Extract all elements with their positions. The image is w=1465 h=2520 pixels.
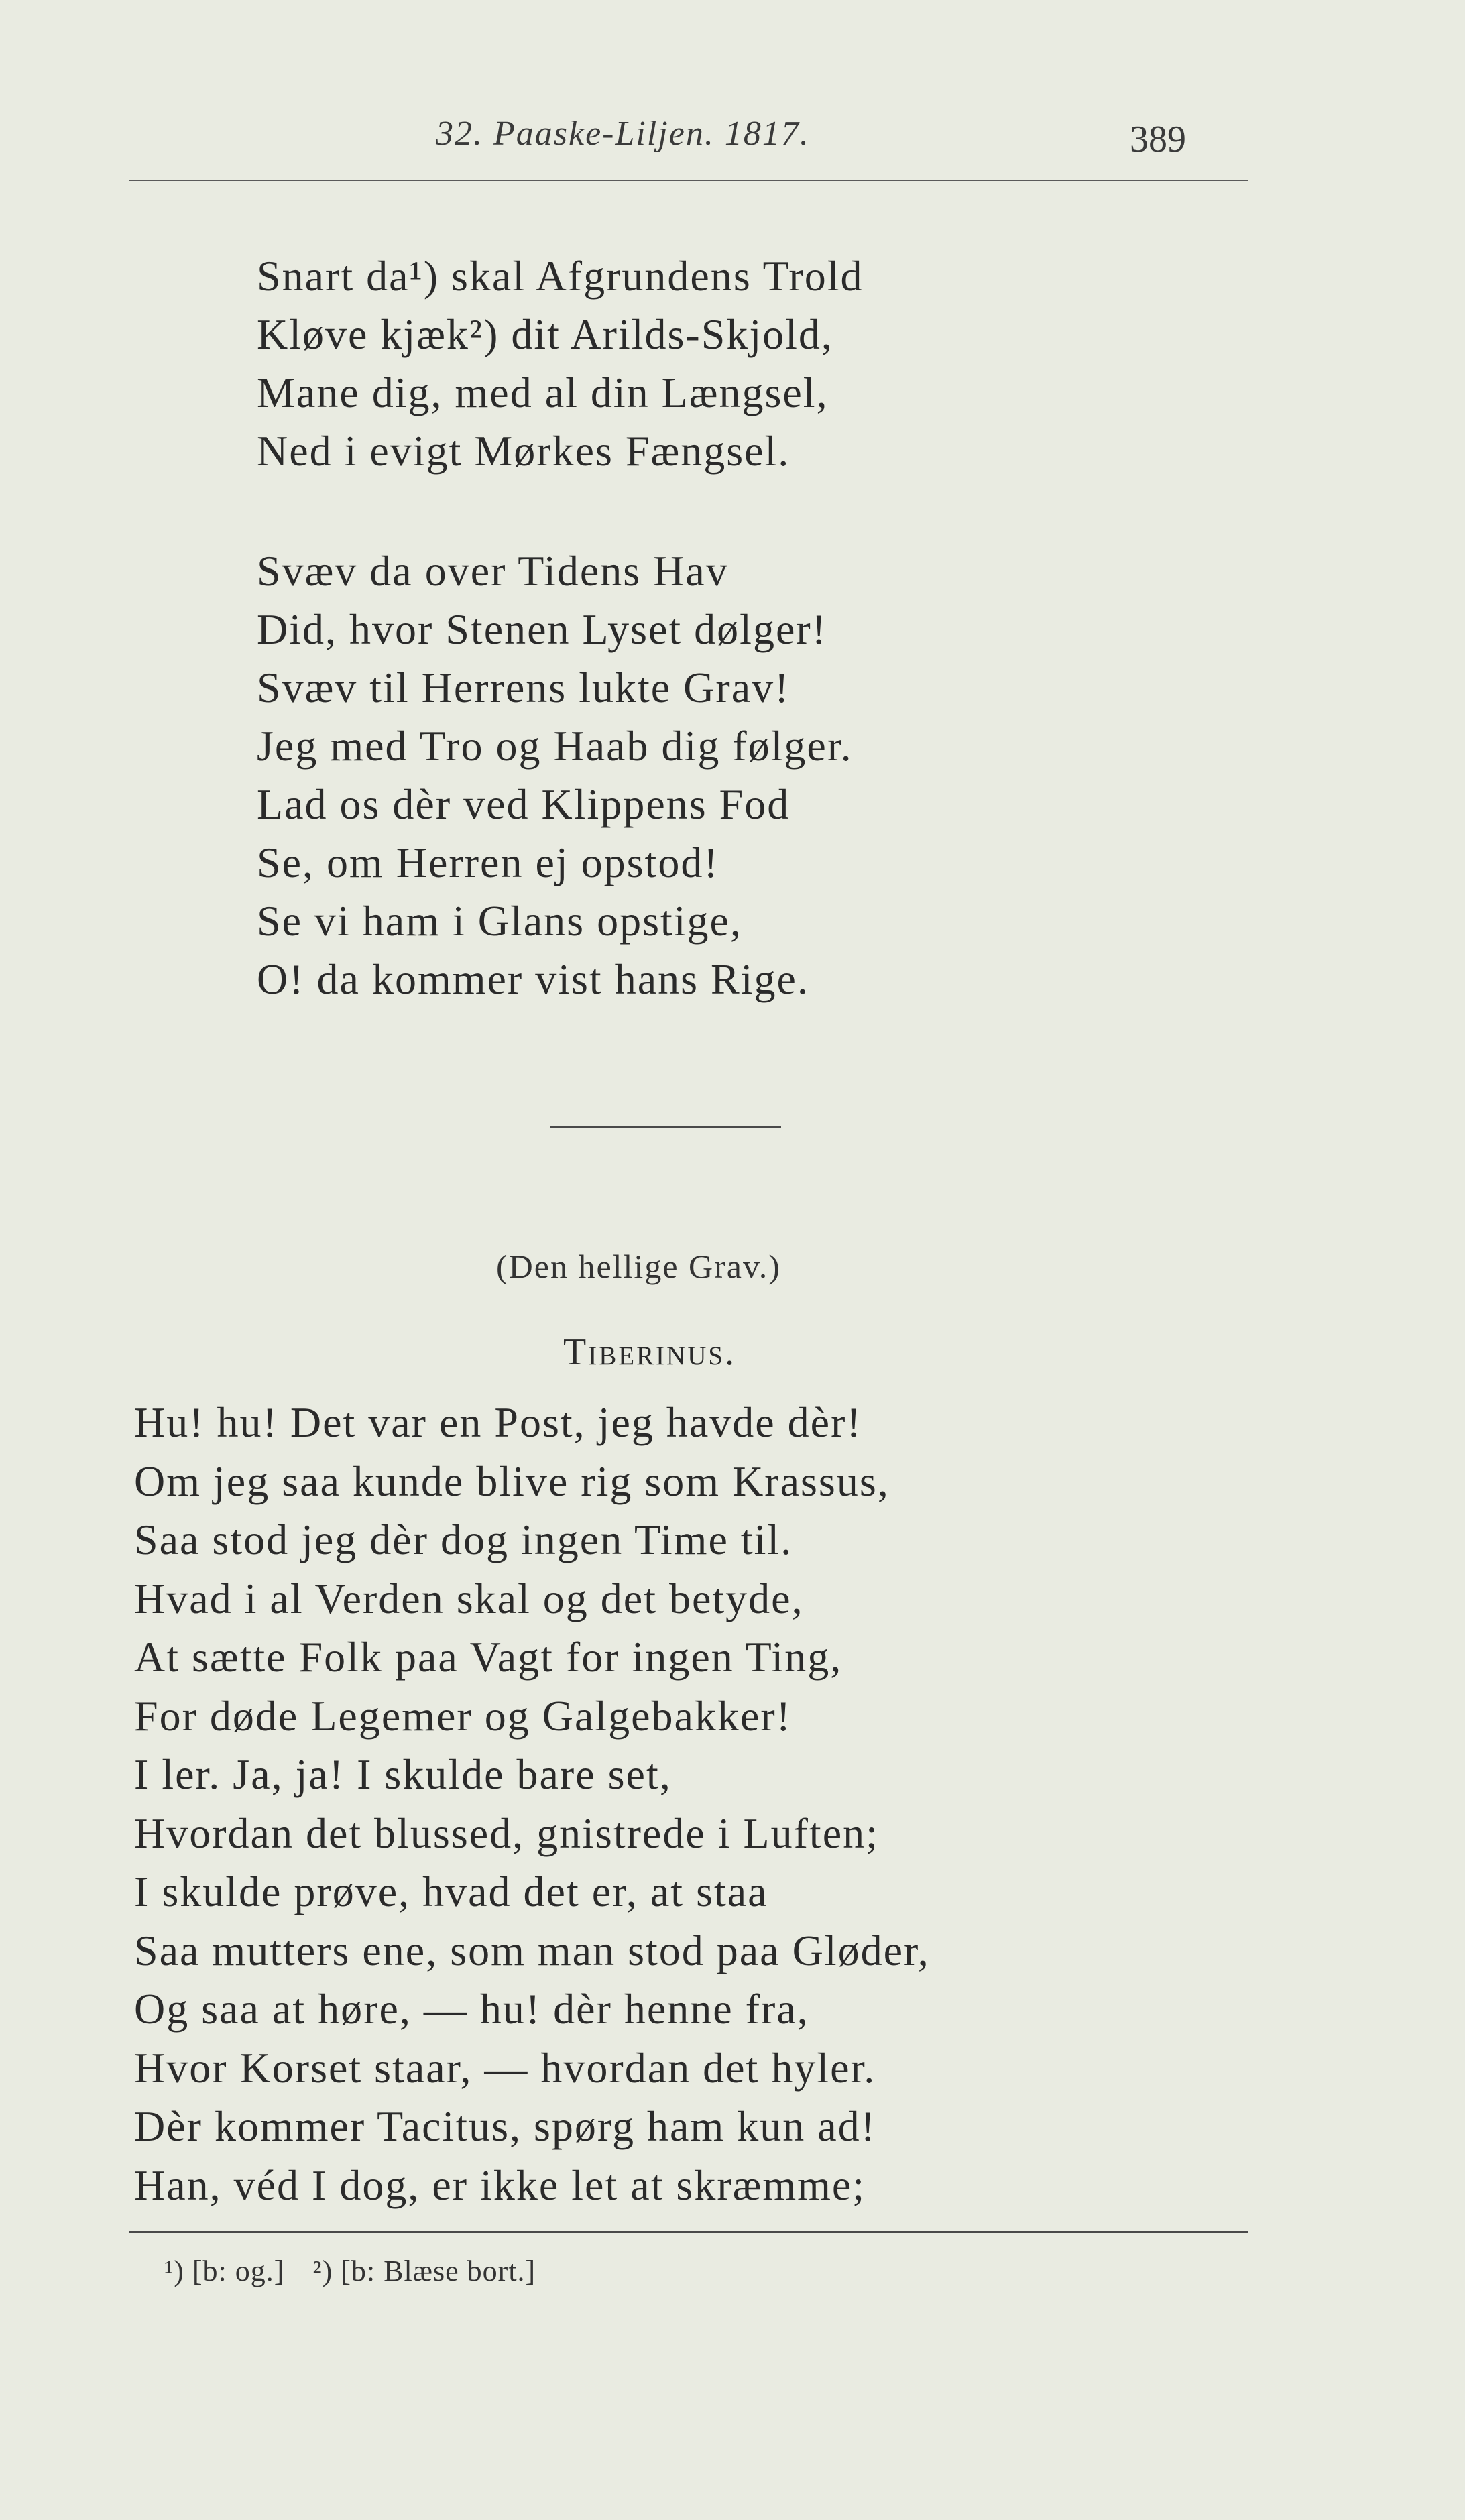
verse-line: Mane dig, med al din Længsel,: [257, 369, 829, 416]
speech-line: Hvor Korset staar, — hvordan det hyler.: [134, 2043, 876, 2092]
speech-line: At sætte Folk paa Vagt for ingen Ting,: [134, 1633, 843, 1681]
page-number: 389: [1130, 119, 1186, 160]
verse-line: Kløve kjæk²) dit Arilds-Skjold,: [257, 310, 833, 358]
header-rule: [129, 180, 1248, 181]
footnotes: [164, 2254, 556, 2288]
speech-line: Om jeg saa kunde blive rig som Krassus,: [134, 1457, 890, 1505]
speech-line: Dèr kommer Tacitus, spørg ham kun ad!: [134, 2102, 876, 2150]
speech-block: [134, 1393, 930, 2214]
verse-line: Se vi ham i Glans opstige,: [257, 897, 742, 945]
speech-line: I ler. Ja, ja! I skulde bare set,: [134, 1750, 672, 1798]
footnote-rule: [129, 2231, 1248, 2233]
footnote-2: ²) [b: Blæse bort.]: [312, 2255, 536, 2287]
speech-line: Han, véd I dog, er ikke let at skræmme;: [134, 2161, 866, 2209]
stage-direction: (Den hellige Grav.): [496, 1248, 781, 1285]
speech-line: I skulde prøve, hvad det er, at staa: [134, 1868, 768, 1915]
running-title: 32. Paaske-Liljen. 1817.: [436, 115, 810, 153]
verse-line: Ned i evigt Mørkes Fængsel.: [257, 427, 790, 475]
speech-line: Saa mutters ene, som man stod paa Gløder,: [134, 1926, 930, 1974]
verse-line: Did, hvor Stenen Lyset dølger!: [257, 605, 827, 653]
verse-line: Jeg med Tro og Haab dig følger.: [257, 722, 853, 770]
speech-line: Saa stod jeg dèr dog ingen Time til.: [134, 1516, 793, 1563]
verse-line: Svæv til Herrens lukte Grav!: [257, 664, 790, 711]
verse-line: Snart da¹) skal Afgrundens Trold: [257, 252, 864, 300]
speech-line: Hvordan det blussed, gnistrede i Luften;: [134, 1809, 879, 1857]
section-divider: [550, 1126, 781, 1128]
speaker-name: Tiberinus.: [563, 1331, 737, 1373]
speech-line: For døde Legemer og Galgebakker!: [134, 1691, 792, 1740]
speech-line: Hu! hu! Det var en Post, jeg havde dèr!: [134, 1398, 862, 1446]
verse-line: Lad os dèr ved Klippens Fod: [257, 780, 790, 828]
verse-line: Se, om Herren ej opstod!: [257, 839, 719, 886]
stanza-2: [257, 542, 853, 1008]
verse-line: O! da kommer vist hans Rige.: [257, 955, 809, 1003]
speech-line: Hvad i al Verden skal og det betyde,: [134, 1574, 804, 1622]
running-head: [0, 114, 1465, 168]
verse-line: Svæv da over Tidens Hav: [257, 547, 729, 595]
footnote-1: ¹) [b: og.]: [164, 2255, 285, 2287]
stanza-1: [257, 247, 864, 480]
speech-line: Og saa at høre, — hu! dèr henne fra,: [134, 1985, 809, 2033]
